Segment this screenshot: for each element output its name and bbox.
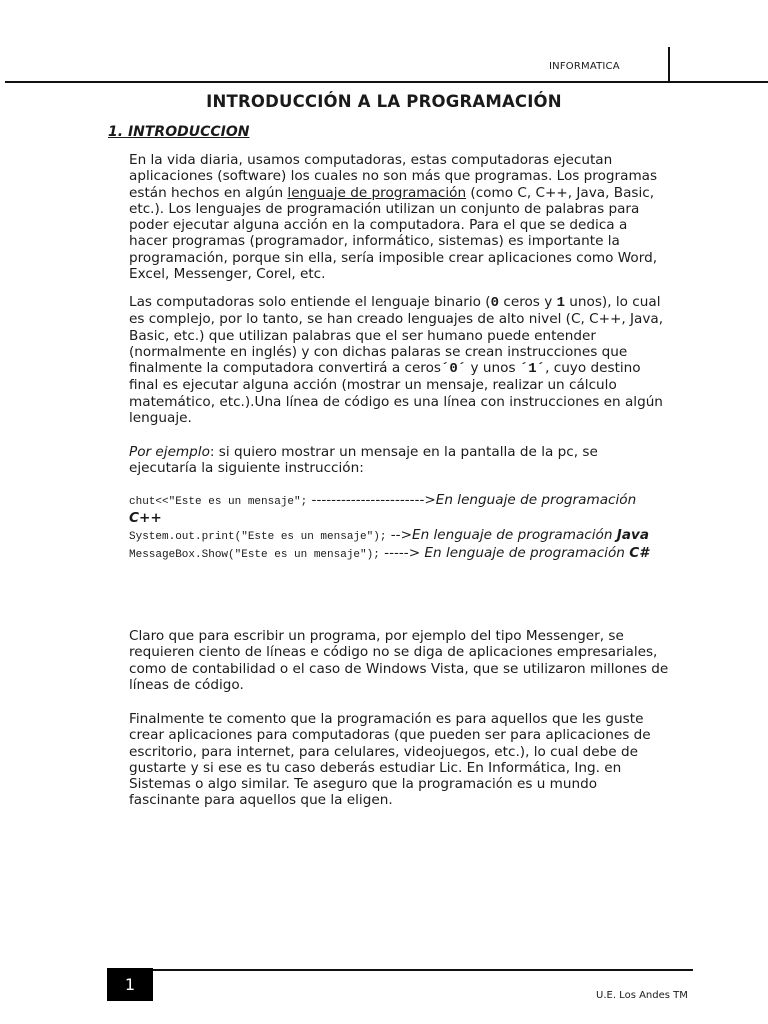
- code-arrow: -->: [386, 526, 412, 543]
- code-language: C#: [629, 544, 649, 561]
- section-number: 1.: [108, 124, 124, 140]
- paragraph-1: [129, 152, 669, 282]
- code-arrow: ----------------------->: [307, 492, 436, 508]
- binary-one-quoted: ´1´: [519, 361, 546, 378]
- code-snippet: System.out.print("Este es un mensaje");: [129, 530, 387, 543]
- code-snippet: MessageBox.Show("Este es un mensaje");: [129, 548, 380, 561]
- p3-text: : si quiero mostrar un mensaje en la pantalla de la pc, se ejecutaría la siguiente instrucción:: [129, 444, 598, 477]
- paragraph-4: [129, 628, 669, 693]
- header-rule: [5, 81, 768, 83]
- code-description: En lenguaje de programación: [411, 526, 617, 543]
- p2-text-a: Las computadoras solo entiende el lenguaje binario (: [129, 294, 491, 310]
- p1-text-after: (como C, C++, Java, Basic, etc.). Los lenguajes de programación utilizan un conjunto de palabras para poder ejecutar alguna acción en la computadora. Para el que se dedica a hacer programas (programador, informático, sistemas) es importante la programación, porque sin ella, sería imposible crear aplicaciones como Word, Excel, Messenger, Corel, etc.: [129, 184, 658, 283]
- p5-text: Finalmente te comento que la programación es para aquellos que les guste crear aplicaciones para computadoras (que pueden ser para aplicaciones de escritorio, para internet, para celulares, videojuegos, etc.), lo cual debe de gustarte y si ese es tu caso deberás estudiar Lic. En Informática, Ing. en Sistemas o algo similar. Te aseguro que la programación es u mundo fascinante para aquellos que la eligen.: [129, 711, 651, 809]
- page-number: 1: [107, 968, 153, 1001]
- section-title: INTRODUCCION: [127, 124, 250, 140]
- code-language: C++: [129, 510, 162, 527]
- code-arrow: ----->: [379, 544, 421, 561]
- p4-text: Claro que para escribir un programa, por ejemplo del tipo Messenger, se requieren ciento de líneas e código no se diga de aplicaciones empresariales, como de contabilidad o el caso de Windows Vista, que se utilizaron millones de líneas de código.: [129, 628, 669, 693]
- code-snippet: chut<<"Este es un mensaje";: [129, 496, 308, 508]
- p2-text-d: y unos: [466, 360, 520, 377]
- paragraph-2: [129, 294, 669, 426]
- code-example-csharp: [129, 545, 669, 563]
- paragraph-3: [129, 444, 669, 477]
- header-vertical-rule: [668, 47, 670, 81]
- footer-text: U.E. Los Andes TM: [596, 990, 688, 1001]
- p2-text-c: unos), lo cual es complejo, por lo tanto, se han creado lenguajes de alto nivel (C, C++, Java, Basic, etc.) que utilizan palabras que el ser humano puede entender (normalmente en inglés) y con dichas palaras se crean instrucciones que finalmente la computadora convertirá a ceros: [129, 294, 664, 377]
- lenguaje-link[interactable]: lenguaje de programación: [287, 184, 467, 201]
- code-language: Java: [616, 526, 650, 543]
- p2-text-e: , cuyo destino final es ejecutar alguna acción (mostrar un mensaje, realizar un cálculo matemático, etc.).Una línea de código es una línea con instrucciones en algún lenguaje.: [129, 360, 663, 427]
- page-title: INTRODUCCIÓN A LA PROGRAMACIÓN: [206, 92, 562, 111]
- p2-text-b: ceros y: [499, 294, 557, 310]
- paragraph-5: [129, 711, 669, 809]
- code-example-java: [129, 527, 669, 545]
- code-example-cpp: [129, 492, 669, 527]
- code-description: En lenguaje de programación: [420, 544, 630, 561]
- footer-rule: [108, 969, 693, 971]
- p1-text-before: En la vida diaria, usamos computadoras, estas computadoras ejecutan aplicaciones (software) los cuales no son más que programas. Los programas están hechos en algún: [129, 152, 658, 201]
- code-examples: [129, 492, 669, 563]
- binary-zero-quoted: ´0´: [441, 361, 467, 378]
- binary-one: 1: [556, 295, 565, 311]
- binary-zero: 0: [490, 295, 500, 311]
- header-label: INFORMATICA: [549, 61, 620, 72]
- section-heading: [108, 124, 249, 140]
- code-description: En lenguaje de programación: [435, 492, 637, 508]
- example-lead: Por ejemplo: [129, 444, 210, 460]
